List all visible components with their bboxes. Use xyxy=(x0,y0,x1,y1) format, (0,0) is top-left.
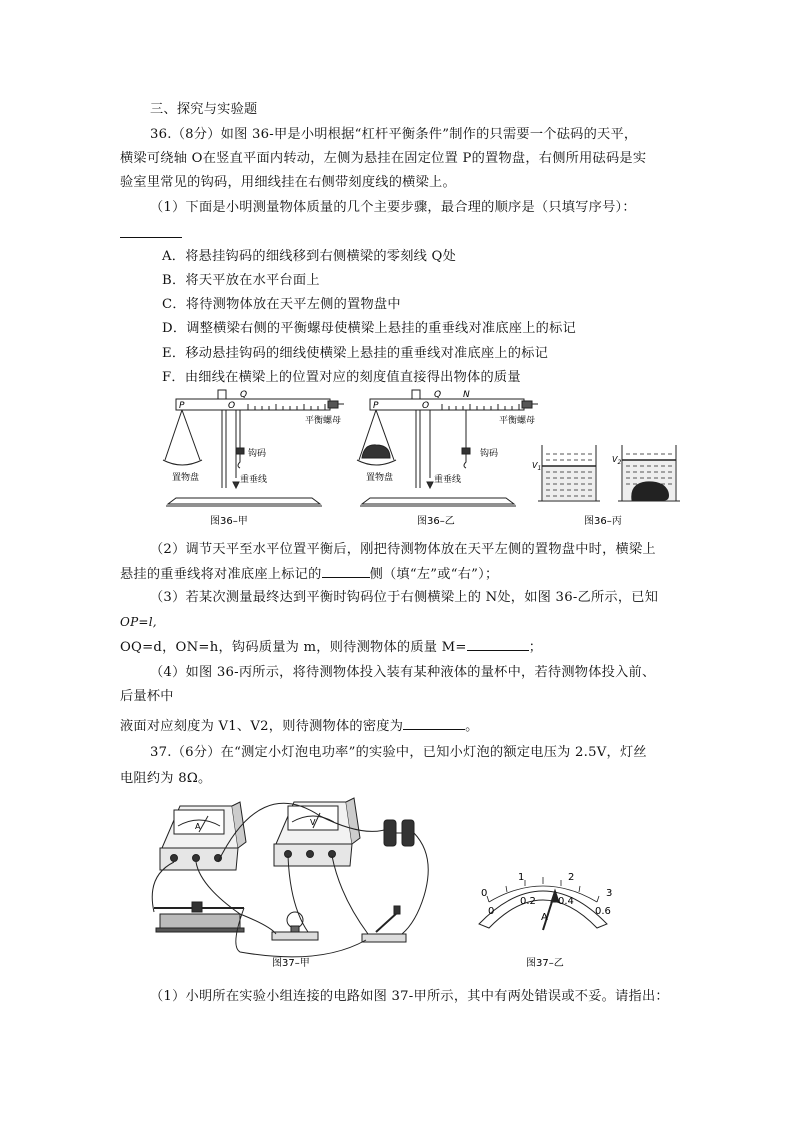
q36-step-d: D．调整横梁右侧的平衡螺母使横梁上悬挂的重垂线对准底座上的标记 xyxy=(162,321,576,336)
balance-nut-jia xyxy=(328,401,338,408)
pivot-top-jia xyxy=(218,390,226,399)
ammeter-letter: A xyxy=(195,822,201,831)
q36-part1-question: （1）下面是小明测量物体质量的几个主要步骤，最合理的顺序是（只填写序号）： xyxy=(150,200,636,215)
voltmeter-letter: V xyxy=(310,818,316,827)
object-on-tray-yi xyxy=(362,445,390,458)
q36-part3-line-2: OP=l, xyxy=(120,615,157,629)
voltmeter-37 xyxy=(274,798,360,866)
base-jia xyxy=(168,498,320,504)
caption-36-bing: 图36–丙 xyxy=(584,516,622,527)
caption-37-yi: 图37–乙 xyxy=(526,958,564,969)
section-title: 三、探究与实验题 xyxy=(150,102,258,117)
label-N-yi: N xyxy=(463,390,470,400)
q36-step-a: A．将悬挂钩码的细线移到右侧横梁的零刻线 Q处 xyxy=(162,249,457,264)
dial-unit: A xyxy=(541,912,548,923)
battery-37 xyxy=(384,820,414,846)
q36-part4-line-1: （4）如图 36-丙所示，将待测物体投入装有某种液体的量杯中，若待测物体投入前、 xyxy=(150,665,656,680)
q36-part3-line-1: （3）若某次测量最终达到平衡时钩码位于右侧横梁上的 N处，如图 36-乙所示，已知 xyxy=(150,590,659,605)
q36-part2-line-1: （2）调节天平至水平位置平衡后，刚把待测物体放在天平左侧的置物盘中时，横梁上 xyxy=(150,542,656,557)
weight-jia xyxy=(236,448,244,454)
label-Q-yi: Q xyxy=(434,390,442,400)
dial-top-3: 3 xyxy=(606,888,613,899)
q36-part4-line-3: 液面对应刻度为 V1、V2，则待测物体的密度为 。 xyxy=(120,719,479,734)
balance-yi xyxy=(357,390,538,506)
q37-intro-line-2: 电阻约为 8Ω。 xyxy=(120,771,212,786)
dial-top-1: 1 xyxy=(518,872,525,883)
q36-step-b: B．将天平放在水平台面上 xyxy=(162,273,320,288)
label-V1: $V_1$ xyxy=(532,461,542,472)
q36-intro-line-2: 横梁可绕轴 O在竖直平面内转动，左侧为悬挂在固定位置 P的置物盘，右侧所用砝码是实 xyxy=(120,151,647,166)
q36-part3-answer-blank[interactable] xyxy=(467,638,529,651)
q37-intro-line-1: 37.（6分）在“测定小灯泡电功率”的实验中，已知小灯泡的额定电压为 2.5V，灯丝 xyxy=(150,745,647,760)
label-V2: $V_2$ xyxy=(612,455,622,466)
q36-intro-line-1: 36.（8分）如图 36-甲是小明根据“杠杆平衡条件”制作的只需要一个砝码的天平， xyxy=(150,127,638,142)
label-plumb-yi: 重垂线 xyxy=(434,475,462,485)
balance-jia xyxy=(163,390,344,506)
dial-bottom-3: 0.6 xyxy=(595,906,611,917)
q36-part2-answer-blank[interactable] xyxy=(322,565,370,578)
label-nut-yi: 平衡螺母 xyxy=(499,416,536,426)
switch-37 xyxy=(362,906,406,942)
label-Q-jia: Q xyxy=(240,390,248,400)
q36-step-e: E．移动悬挂钩码的细线使横梁上悬挂的重垂线对准底座上的标记 xyxy=(162,346,549,361)
label-P-jia: P xyxy=(179,401,185,411)
label-weight-jia: 钩码 xyxy=(248,449,267,459)
label-P-yi: P xyxy=(373,401,379,411)
q36-intro-line-3: 验室里常见的钩码，用细线挂在右侧带刻度线的横梁上。 xyxy=(120,175,456,190)
q36-part1-answer-blank[interactable] xyxy=(120,225,182,238)
dial-top-2: 2 xyxy=(568,872,575,883)
q36-step-c: C．将待测物体放在天平左侧的置物盘中 xyxy=(162,297,401,312)
dial-bottom-1: 0.2 xyxy=(520,896,536,907)
tray-string-left-jia xyxy=(165,410,182,460)
dial-top-0: 0 xyxy=(481,888,488,899)
figure-36 xyxy=(160,388,700,530)
label-plumb-jia: 重垂线 xyxy=(240,475,268,485)
label-weight-yi: 钩码 xyxy=(480,449,499,459)
dial-bottom-0: 0 xyxy=(488,906,495,917)
label-tray-yi: 置物盘 xyxy=(366,473,394,483)
beam-jia xyxy=(176,399,330,410)
q36-step-f: F．由细线在横梁上的位置对应的刻度值直接得出物体的质量 xyxy=(162,370,521,385)
label-tray-jia: 置物盘 xyxy=(172,473,200,483)
caption-37-jia: 图37–甲 xyxy=(272,958,310,969)
label-nut-jia: 平衡螺母 xyxy=(305,416,342,426)
q36-part3-line-3: OQ=d，ON=h，钩码质量为 m，则待测物体的质量 M= ； xyxy=(120,640,543,655)
q36-part4-line-2: 后量杯中 xyxy=(120,689,174,704)
label-O-jia: O xyxy=(228,401,236,411)
tray-jia xyxy=(163,460,202,465)
q36-part4-answer-blank[interactable] xyxy=(403,717,465,730)
q37-part1-question: （1）小明所在实验小组连接的电路如图 37-甲所示，其中有两处错误或不妥。请指出： xyxy=(150,989,669,1004)
caption-36-yi: 图36–乙 xyxy=(417,516,455,527)
dial-bottom-2: 0.4 xyxy=(558,896,574,907)
bulb-37 xyxy=(272,912,318,940)
label-O-yi: O xyxy=(422,401,430,411)
caption-36-jia: 图36–甲 xyxy=(210,516,248,527)
cylinders-bing xyxy=(538,445,680,501)
tray-string-right-jia xyxy=(182,410,200,460)
q36-part2-line-2: 悬挂的重垂线将对准底座上标记的 侧（填“左”或“右”）； xyxy=(120,567,499,582)
figure-37 xyxy=(140,796,640,976)
